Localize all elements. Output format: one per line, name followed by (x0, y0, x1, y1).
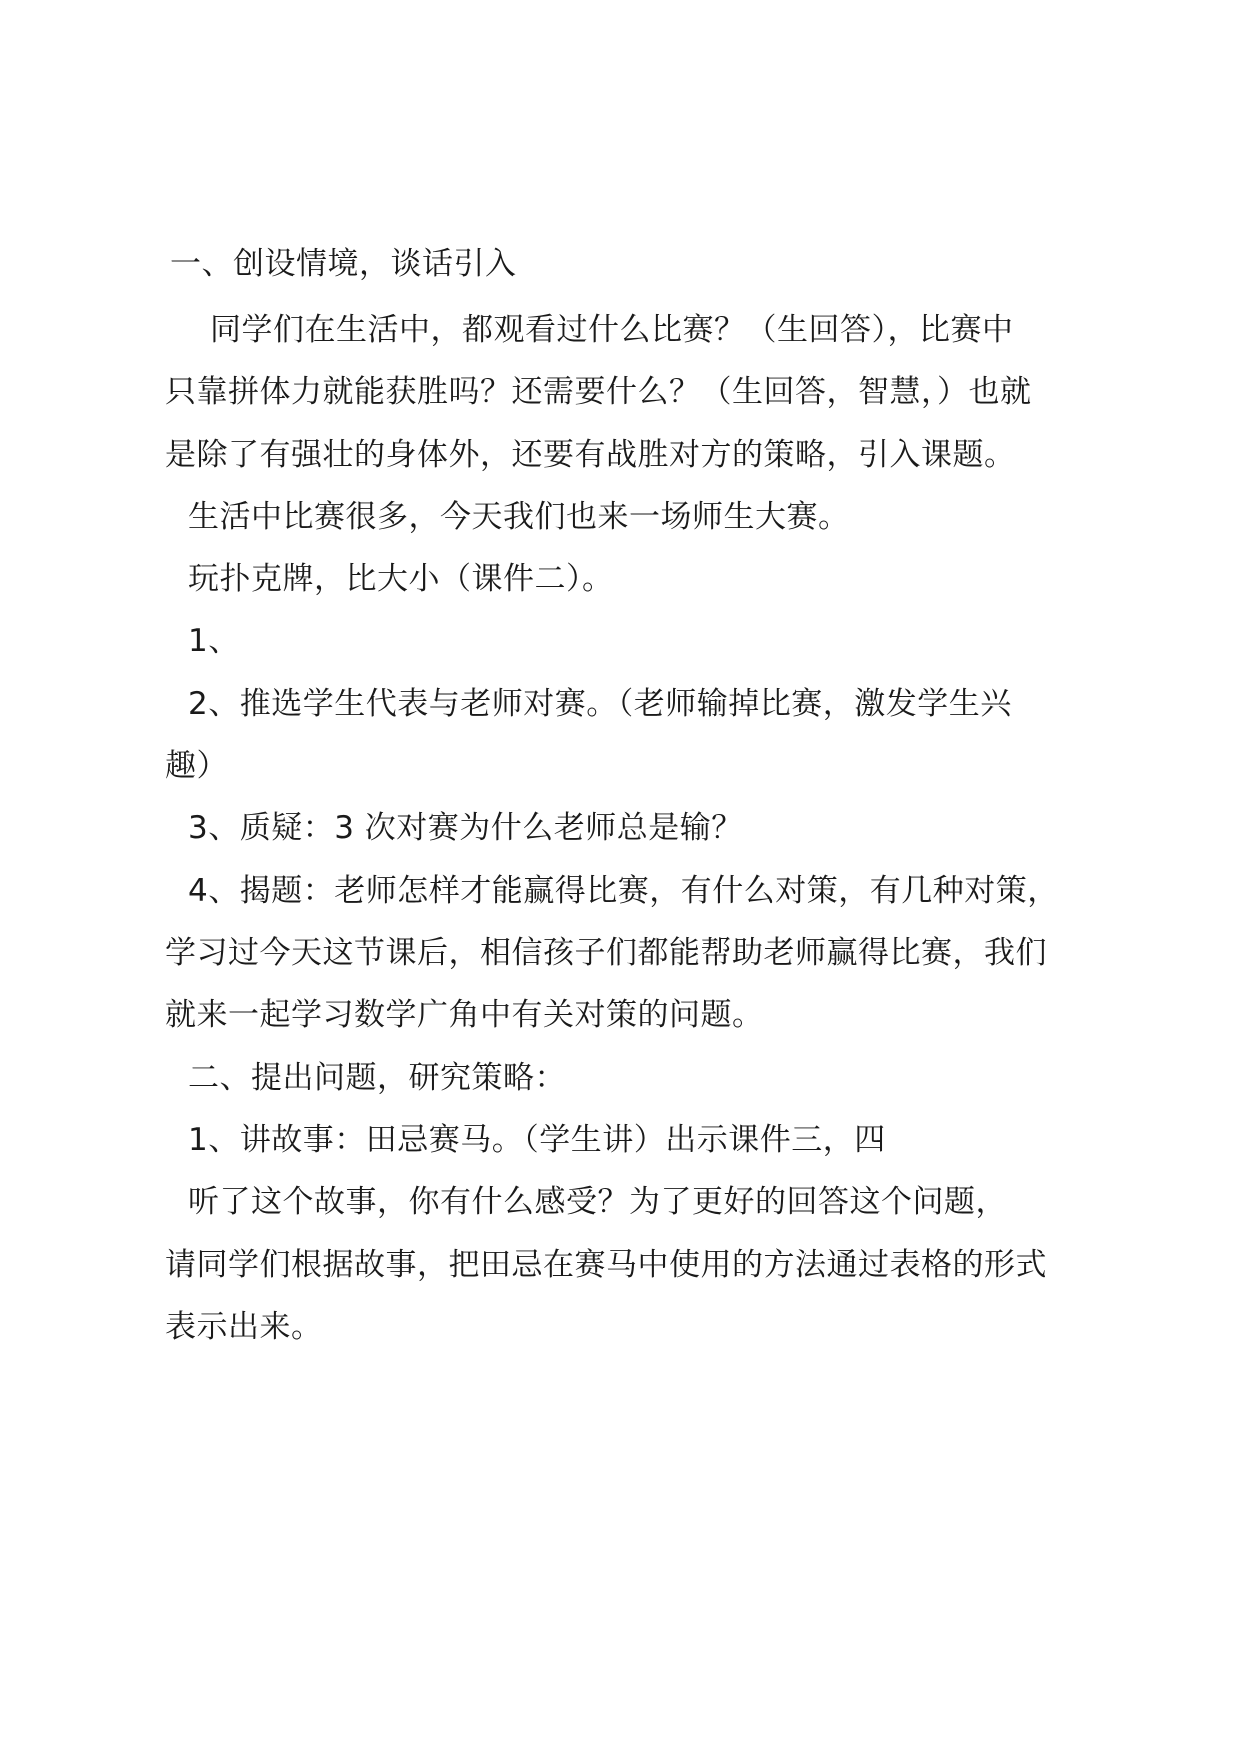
paragraph-line: 请同学们根据故事，把田忌在赛马中使用的方法通过表格的形式 (165, 1247, 1047, 1283)
paragraph-line: 就来一起学习数学广角中有关对策的问题。 (165, 997, 764, 1033)
paragraph-line: 趣） (165, 748, 228, 784)
section-heading-1: 一、创设情境，谈话引入 (170, 246, 517, 282)
list-item-4: 4、揭题：老师怎样才能赢得比赛，有什么对策，有几种对策， (188, 873, 1059, 909)
section-heading-2: 二、提出问题，研究策略： (188, 1060, 566, 1096)
list-item-3: 3、质疑：3 次对赛为什么老师总是输？ (188, 810, 743, 846)
list-item-story: 1、讲故事：田忌赛马。（学生讲）出示课件三，四 (188, 1122, 886, 1158)
paragraph-line: 学习过今天这节课后，相信孩子们都能帮助老师赢得比赛，我们 (165, 935, 1047, 971)
paragraph-line: 玩扑克牌，比大小（课件二）。 (188, 561, 614, 597)
paragraph-line: 表示出来。 (165, 1309, 323, 1345)
paragraph-line: 是除了有强壮的身体外，还要有战胜对方的策略，引入课题。 (165, 437, 1016, 473)
paragraph-line: 同学们在生活中，都观看过什么比赛？（生回答），比赛中 (210, 312, 1014, 348)
paragraph-line: 只靠拼体力就能获胜吗？还需要什么？（生回答，智慧，）也就 (165, 374, 1032, 410)
paragraph-line: 听了这个故事，你有什么感受？为了更好的回答这个问题， (188, 1184, 1007, 1220)
list-item-2: 2、推选学生代表与老师对赛。（老师输掉比赛，激发学生兴 (188, 686, 1012, 722)
list-item-1: 1、 (188, 623, 240, 659)
paragraph-line: 生活中比赛很多，今天我们也来一场师生大赛。 (188, 499, 850, 535)
